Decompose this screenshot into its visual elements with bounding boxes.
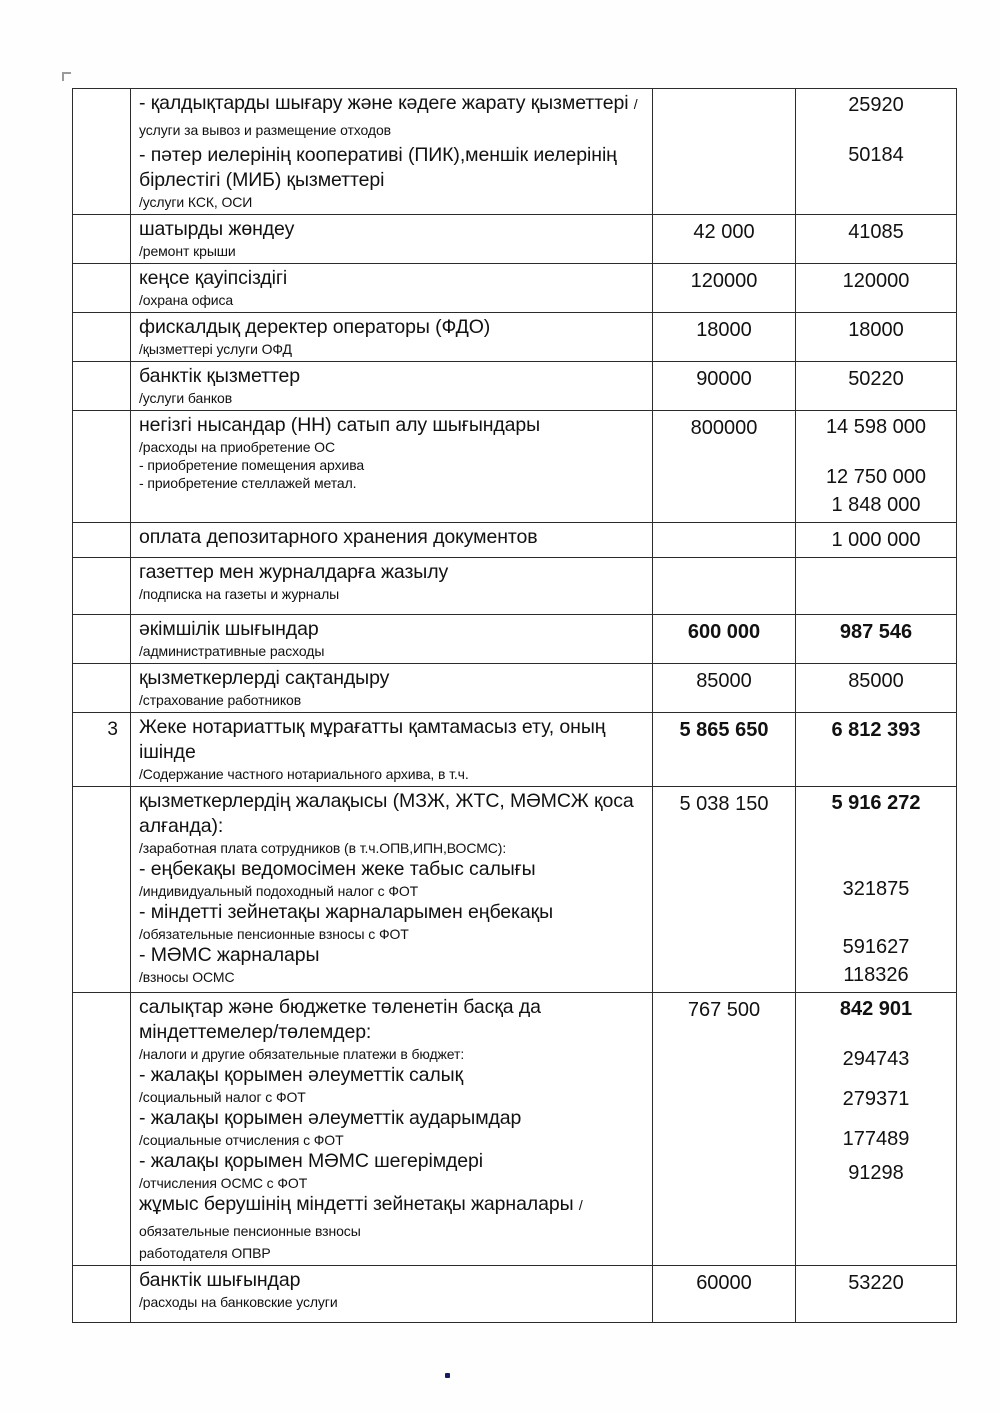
fact-subitem-value: 118326 [843,964,909,986]
row-description [131,1266,653,1323]
fact-value: 85000 [796,664,957,713]
expense-table [72,88,957,1323]
row-number [73,1266,131,1323]
row-number [73,664,131,713]
plan-value: 85000 [653,664,796,713]
fact-value: 1 000 000 [796,523,957,558]
desc-ru: /ремонт крыши [139,243,236,259]
table-row [73,1266,957,1323]
subitem-ru: /взносы ОСМС [139,969,235,985]
subitem-ru: /социальные отчисления с ФОТ [139,1132,344,1148]
desc-ru: /қызметтері услуги ОФД [139,341,292,357]
subitem-kz: - жалақы қорымен әлеуметтік салық [139,1064,464,1086]
row-description [131,664,653,713]
row-description [131,787,653,993]
desc-ru-inline: /услуги за вывоз и размещение отходов [139,96,638,138]
scan-corner-artifact [62,72,71,81]
table-row [73,523,957,558]
desc-kz-2: - пәтер иелерінің кооперативі (ПИК),меншік иелерінің бірлестігі (МИБ) қызметтері [139,144,617,191]
row-number: 3 [73,713,131,787]
desc-kz [139,91,646,143]
subitem-ru: /отчисления ОСМС с ФОТ [139,1175,308,1191]
fact-value: 41085 [796,215,957,264]
plan-value: 767 500 [653,993,796,1266]
fact-value: 18000 [796,313,957,362]
fact-value-total: 5 916 272 [831,792,921,814]
fact-subitem-value: 321875 [842,878,910,900]
row-number [73,411,131,523]
fact-value: 53220 [796,1266,957,1323]
row-description [131,615,653,664]
plan-value: 42 000 [653,215,796,264]
plan-value [653,89,796,215]
desc-kz: Жеке нотариаттық мұрағатты қамтамасыз ету, оның ішінде [139,716,606,763]
row-description [131,313,653,362]
table-row [73,558,957,615]
desc-ru: оплата депозитарного хранения документов [139,526,538,548]
desc-ru: /услуги банков [139,390,233,406]
fact-subitem-value: 591627 [842,936,910,958]
desc-ru: /расходы на приобретение ОС [139,439,335,455]
desc-kz: банктік қызметтер [139,365,301,387]
subitem-ru-inline: /обязательные пенсионные взносы [139,1197,583,1239]
fact-subitem-value: 279371 [842,1088,910,1110]
plan-value: 5 865 650 [653,713,796,787]
fact-value-sub2: 1 848 000 [831,494,921,516]
table-row [73,89,957,215]
table-row [73,615,957,664]
subitem-ru-cont: работодателя ОПВР [139,1245,271,1261]
plan-value: 800000 [653,411,796,523]
fact-value-total: 14 598 000 [825,416,927,438]
desc-ru: /налоги и другие обязательные платежи в бюджет: [139,1046,465,1062]
desc-kz: салықтар және бюджетке төленетін басқа да міндеттемелер/төлемдер: [139,996,541,1043]
desc-kz: әкімшілік шығындар [139,618,319,640]
fact-value: 987 546 [796,615,957,664]
subitem-ru: /индивидуальный подоходный налог с ФОТ [139,883,419,899]
fact-value: 6 812 393 [796,713,957,787]
fact-subitem-value: 91298 [848,1162,904,1184]
desc-ru-sub1: - приобретение помещения архива [139,457,365,473]
fact-value [796,411,957,523]
plan-value [653,523,796,558]
row-number [73,215,131,264]
row-description [131,523,653,558]
table-row [73,787,957,993]
table-row [73,362,957,411]
desc-ru-2: /услуги КСК, ОСИ [139,194,253,210]
plan-value: 5 038 150 [653,787,796,993]
plan-value [653,558,796,615]
desc-kz: фискалдық деректер операторы (ФДО) [139,316,491,338]
row-number [73,615,131,664]
subitem-kz: - жалақы қорымен әлеуметтік аударымдар [139,1107,522,1129]
table-row [73,411,957,523]
row-description [131,411,653,523]
desc-kz: негізгі нысандар (НН) сатып алу шығындары [139,414,541,436]
fact-value [796,558,957,615]
row-number [73,993,131,1266]
table-row [73,993,957,1266]
desc-kz: газеттер мен журналдарға жазылу [139,561,449,583]
plan-value: 90000 [653,362,796,411]
desc-kz: банктік шығындар [139,1269,301,1291]
row-description [131,558,653,615]
row-description [131,215,653,264]
row-number [73,362,131,411]
row-number [73,558,131,615]
desc-ru: /расходы на банковские услуги [139,1294,338,1310]
table-row [73,313,957,362]
fact-subitem-value: 294743 [842,1048,910,1070]
fact-value-sub1: 12 750 000 [825,466,927,488]
desc-kz: шатырды жөндеу [139,218,295,240]
scan-dot-artifact [445,1373,450,1378]
row-description [131,89,653,215]
desc-ru: /охрана офиса [139,292,234,308]
table-row [73,264,957,313]
desc-ru: /страхование работников [139,692,302,708]
row-number [73,313,131,362]
fact-value: 50220 [796,362,957,411]
row-number [73,264,131,313]
subitem-kz [139,1192,646,1244]
table-row [73,215,957,264]
desc-ru: /подписка на газеты и журналы [139,586,340,602]
plan-value: 60000 [653,1266,796,1323]
row-description [131,993,653,1266]
row-number [73,787,131,993]
desc-kz-text: - қалдықтарды шығару және кәдеге жарату қызметтері [139,92,629,114]
fact-value-1: 25920 [848,94,904,116]
plan-value: 600 000 [653,615,796,664]
plan-value: 18000 [653,313,796,362]
desc-ru: /административные расходы [139,643,325,659]
subitem-ru: /обязательные пенсионные взносы с ФОТ [139,926,409,942]
subitem-kz-text: жұмыс берушінің міндетті зейнетақы жарналары [139,1193,574,1215]
desc-ru-sub2: - приобретение стеллажей метал. [139,475,357,491]
subitem-kz: - жалақы қорымен МӘМС шегерімдері [139,1150,484,1172]
row-description [131,713,653,787]
desc-kz: қызметкерлерді сақтандыру [139,667,390,689]
desc-ru: /Содержание частного нотариального архива, в т.ч. [139,766,469,782]
fact-value [796,89,957,215]
subitem-kz: - еңбекақы ведомосімен жеке табыс салығы [139,858,536,880]
fact-value [796,787,957,993]
fact-subitem-value: 177489 [842,1128,910,1150]
fact-value-total: 842 901 [839,998,913,1020]
desc-kz: кеңсе қауіпсіздігі [139,267,288,289]
row-number [73,89,131,215]
desc-kz: қызметкерлердің жалақысы (МЗЖ, ЖТС, МӘМСЖ қоса алғанда): [139,790,634,837]
fact-value: 120000 [796,264,957,313]
desc-ru: /заработная плата сотрудников (в т.ч.ОПВ,ИПН,ВОСМС): [139,840,507,856]
plan-value: 120000 [653,264,796,313]
subitem-kz: - МӘМС жарналары [139,944,320,966]
subitem-ru: /социальный налог с ФОТ [139,1089,306,1105]
table-row-section [73,713,957,787]
row-description [131,362,653,411]
row-description [131,264,653,313]
fact-value [796,993,957,1266]
row-number [73,523,131,558]
table-row [73,664,957,713]
fact-value-2: 50184 [848,144,904,166]
subitem-kz: - міндетті зейнетақы жарналарымен еңбекақы [139,901,553,923]
